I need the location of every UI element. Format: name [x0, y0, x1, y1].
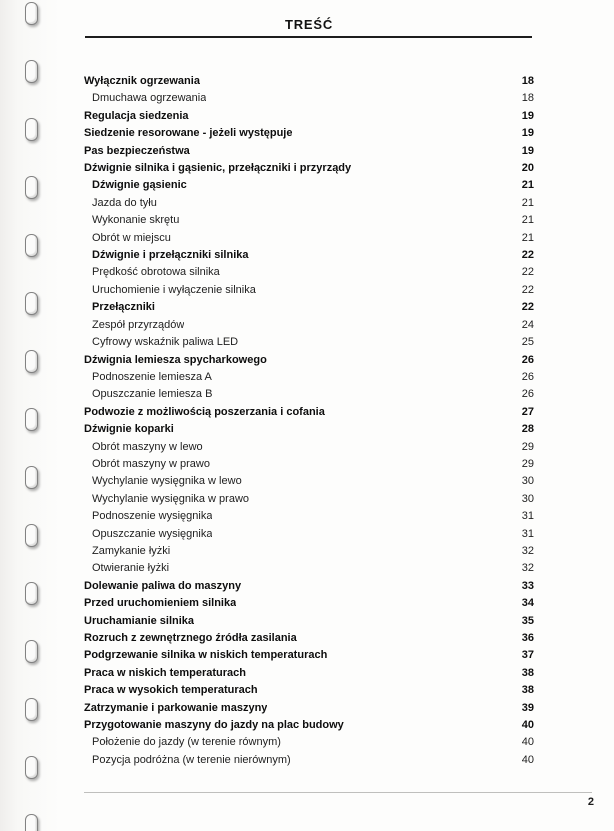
toc-entry-title: Otwieranie łyżki: [92, 562, 170, 575]
binding-loop-icon: [25, 2, 38, 25]
header-rule: [85, 36, 532, 38]
toc-entry-page: 35: [521, 614, 534, 627]
toc-entry-title: Dźwignia lemiesza spycharkowego: [84, 353, 267, 366]
toc-entry-title: Wykonanie skrętu: [92, 214, 180, 227]
toc-entry-title: Przed uruchomieniem silnika: [84, 597, 237, 610]
binding-loop-icon: [25, 350, 38, 373]
toc-row: [84, 247, 534, 264]
toc-row: [84, 334, 534, 351]
toc-entry-title: Zamykanie łyżki: [92, 544, 171, 557]
binding-holes: [0, 0, 55, 831]
toc-row: [84, 177, 534, 194]
binding-loop-icon: [25, 176, 38, 199]
toc-row: [84, 352, 534, 369]
page-title: TREŚĆ: [284, 17, 334, 32]
page-number: 2: [587, 796, 594, 808]
binding-loop-icon: [25, 60, 38, 83]
toc-row: [84, 682, 534, 699]
toc-row: [84, 630, 534, 647]
toc-row: [84, 578, 534, 595]
toc-entry-page: 40: [521, 719, 534, 732]
toc-row: [84, 386, 534, 403]
toc-entry-page: 40: [521, 753, 534, 766]
toc-entry-page: 33: [521, 579, 534, 592]
toc-entry-page: 26: [521, 388, 534, 401]
toc-entry-page: 21: [521, 179, 534, 192]
toc-entry-page: 32: [521, 544, 534, 557]
toc-entry-title: Wychylanie wysięgnika w prawo: [92, 492, 250, 505]
binding-loop-icon: [25, 582, 38, 605]
toc-entry-title: Zespół przyrządów: [92, 318, 185, 331]
toc-row: [84, 404, 534, 421]
toc-entry-title: Opuszczanie wysięgnika: [92, 527, 213, 540]
toc-entry-title: Dźwignie gąsienic: [92, 179, 187, 192]
toc-entry-page: 19: [521, 144, 534, 157]
toc-entry-title: Regulacja siedzenia: [84, 109, 189, 122]
binding-loop-icon: [25, 524, 38, 547]
toc-row: [84, 282, 534, 299]
toc-entry-page: 24: [521, 318, 534, 331]
toc-row: [84, 491, 534, 508]
toc-row: [84, 543, 534, 560]
toc-row: [84, 526, 534, 543]
toc-entry-page: 25: [521, 336, 534, 349]
toc-entry-title: Opuszczanie lemiesza B: [92, 388, 213, 401]
toc-entry-page: 36: [521, 632, 534, 644]
toc-entry-page: 29: [521, 440, 534, 453]
toc-entry-page: 34: [521, 597, 534, 610]
toc-entry-title: Podnoszenie lemiesza A: [92, 370, 212, 383]
toc-entry-title: Przełączniki: [92, 301, 155, 314]
toc-entry-page: 30: [521, 492, 534, 505]
toc-row: [84, 700, 534, 717]
toc-entry-title: Obrót maszyny w prawo: [92, 457, 210, 470]
toc-entry-title: Przygotowanie maszyny do jazdy na plac budowy: [84, 719, 344, 732]
toc-entry-title: Dźwignie koparki: [84, 423, 174, 436]
toc-entry-page: 30: [521, 475, 534, 488]
toc-entry-page: 21: [521, 196, 534, 209]
toc-row: [84, 143, 534, 160]
toc-entry-page: 28: [521, 423, 534, 436]
toc-entry-title: Siedzenie resorowane - jeżeli występuje: [84, 127, 293, 140]
toc-entry-page: 38: [521, 684, 534, 697]
toc-entry-page: 31: [521, 510, 534, 523]
toc-entry-title: Jazda do tyłu: [92, 196, 157, 209]
toc-row: [84, 264, 534, 281]
toc-row: [84, 752, 534, 769]
toc-row: [84, 665, 534, 682]
toc-entry-page: 40: [521, 736, 534, 749]
toc-entry-page: 21: [521, 214, 534, 227]
toc-row: [84, 369, 534, 386]
footer-rule: [84, 792, 592, 793]
toc-entry-page: 20: [521, 162, 534, 175]
toc-entry-title: Zatrzymanie i parkowanie maszyny: [84, 701, 268, 714]
toc-entry-title: Cyfrowy wskaźnik paliwa LED: [92, 336, 239, 349]
toc-entry-page: 22: [521, 266, 534, 279]
toc-row: [84, 299, 534, 316]
toc-entry-title: Dźwignie i przełączniki silnika: [92, 249, 249, 262]
toc-entry-page: 26: [521, 353, 534, 366]
toc-entry-title: Pozycja podróżna (w terenie nierównym): [92, 753, 291, 766]
binding-loop-icon: [25, 292, 38, 315]
toc-entry-title: Położenie do jazdy (w terenie równym): [92, 736, 281, 749]
toc-row: [84, 421, 534, 438]
toc-entry-title: Praca w niskich temperaturach: [84, 666, 247, 679]
toc-entry-title: Dźwignie silnika i gąsienic, przełączniki i przyrządy: [84, 162, 352, 175]
toc-row: [84, 734, 534, 751]
toc-entry-title: Podgrzewanie silnika w niskich temperaturach: [84, 649, 328, 662]
toc-row: [84, 90, 534, 107]
toc-row: [84, 647, 534, 664]
toc-entry-title: Uruchamianie silnika: [84, 614, 195, 627]
toc-entry-title: Wychylanie wysięgnika w lewo: [92, 475, 242, 488]
toc-row: [84, 160, 534, 177]
toc-row: [84, 456, 534, 473]
toc-entry-page: 31: [521, 527, 534, 540]
binding-loop-icon: [25, 698, 38, 721]
toc-entry-title: Prędkość obrotowa silnika: [92, 266, 220, 279]
toc-entry-title: Wyłącznik ogrzewania: [84, 75, 200, 87]
toc-row: [84, 560, 534, 577]
toc-entry-title: Dmuchawa ogrzewania: [92, 92, 207, 105]
toc-entry-page: 22: [521, 301, 534, 314]
toc-entry-page: 22: [521, 249, 534, 262]
toc-entry-page: 29: [521, 457, 534, 470]
toc-row: [84, 108, 534, 125]
toc-entry-page: 38: [521, 666, 534, 679]
toc-entry-page: 32: [521, 562, 534, 575]
toc-list: [84, 73, 534, 769]
toc-entry-page: 27: [521, 405, 534, 418]
toc-entry-page: 26: [521, 370, 534, 383]
toc-entry-page: 22: [521, 283, 534, 296]
toc-entry-title: Obrót w miejscu: [92, 231, 171, 244]
toc-entry-page: 39: [521, 701, 534, 714]
toc-row: [84, 317, 534, 334]
binding-loop-icon: [25, 118, 38, 141]
binding-loop-icon: [25, 756, 38, 779]
binding-loop-icon: [25, 814, 38, 831]
toc-row: [84, 473, 534, 490]
toc-row: [84, 717, 534, 734]
toc-entry-page: 37: [521, 649, 534, 662]
toc-row: [84, 508, 534, 525]
toc-row: [84, 212, 534, 229]
binding-loop-icon: [25, 408, 38, 431]
toc-entry-title: Obrót maszyny w lewo: [92, 440, 203, 453]
toc-row: [84, 595, 534, 612]
toc-entry-title: Dolewanie paliwa do maszyny: [84, 579, 242, 592]
toc-row: [84, 439, 534, 456]
binding-loop-icon: [25, 640, 38, 663]
binding-loop-icon: [25, 234, 38, 257]
toc-row: [84, 195, 534, 212]
toc-entry-title: Podwozie z możliwością poszerzania i cofania: [84, 405, 325, 418]
toc-entry-page: 21: [521, 231, 534, 244]
toc-entry-page: 19: [521, 109, 534, 122]
toc-entry-title: Rozruch z zewnętrznego źródła zasilania: [84, 632, 297, 644]
toc-entry-title: Pas bezpieczeństwa: [84, 144, 190, 157]
toc-entry-title: Podnoszenie wysięgnika: [92, 510, 213, 523]
toc-row: [84, 73, 534, 90]
toc-row: [84, 230, 534, 247]
toc-row: [84, 125, 534, 142]
toc-entry-title: Uruchomienie i wyłączenie silnika: [92, 283, 256, 296]
binding-loop-icon: [25, 466, 38, 489]
toc-entry-page: 18: [521, 92, 534, 105]
toc-entry-page: 18: [521, 75, 534, 87]
toc-entry-page: 19: [521, 127, 534, 140]
toc-entry-title: Praca w wysokich temperaturach: [84, 684, 258, 697]
toc-row: [84, 613, 534, 630]
